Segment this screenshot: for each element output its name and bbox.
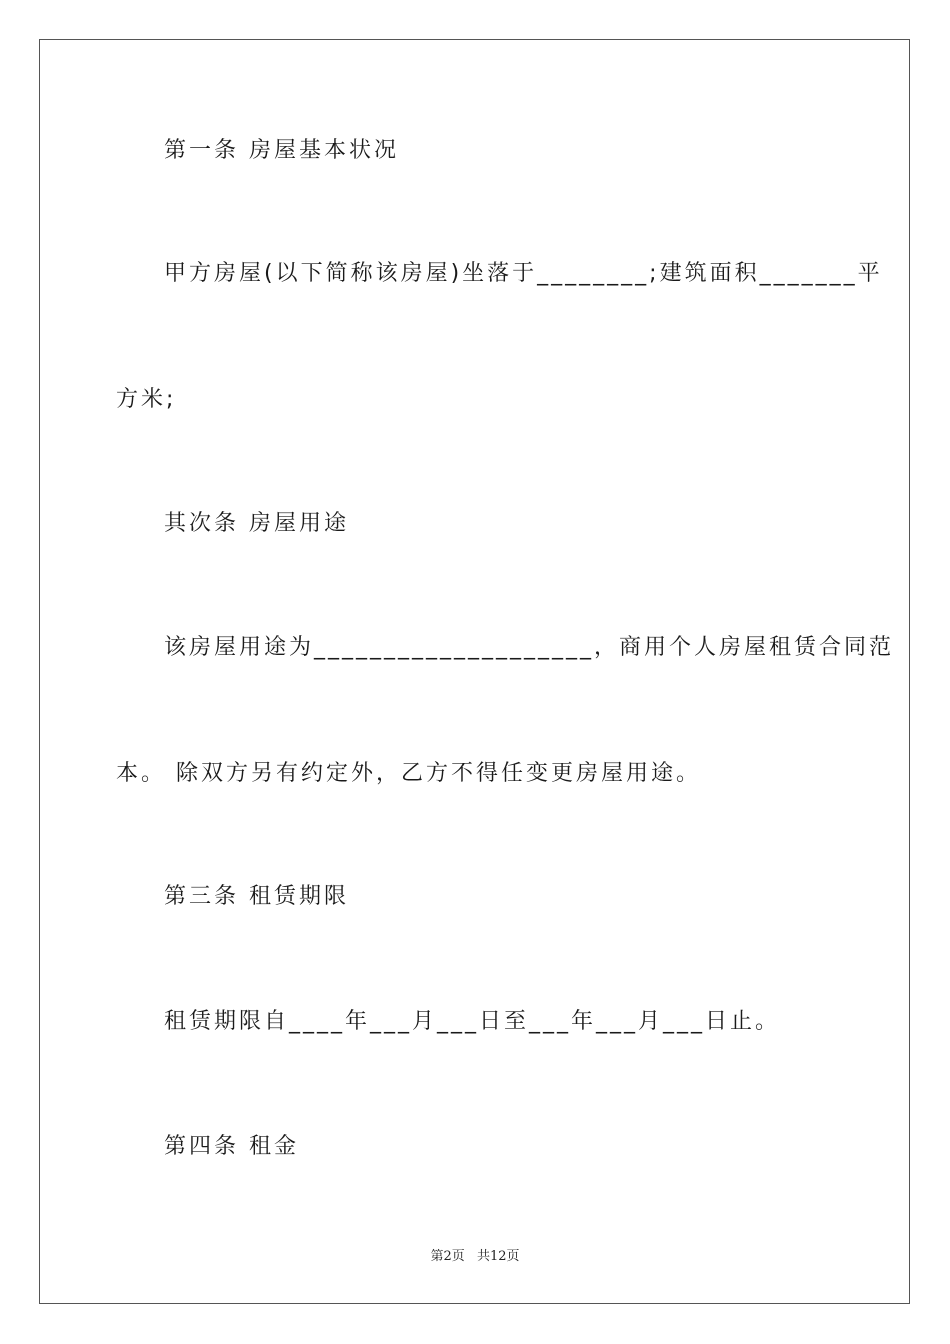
page-number-total: 共12页 — [476, 1249, 520, 1264]
page-number-current: 第2页 — [430, 1249, 465, 1264]
page-footer — [0, 1248, 950, 1266]
article-1-paragraph-line-1: 甲方房屋(以下简称该房屋)坐落于________;建筑面积_______平 — [164, 261, 883, 286]
article-1-paragraph-line-2: 方米; — [116, 387, 177, 412]
article-2-paragraph-line-2: 本。 除双方另有约定外，乙方不得任变更房屋用途。 — [116, 761, 701, 786]
article-3-paragraph: 租赁期限自____年___月___日至___年___月___日止。 — [164, 1009, 781, 1034]
article-2-paragraph-line-1: 该房屋用途为____________________，商用个人房屋租赁合同范 — [164, 635, 895, 660]
article-3-heading: 第三条 租赁期限 — [164, 884, 349, 909]
article-1-heading: 第一条 房屋基本状况 — [164, 138, 399, 163]
page-border — [39, 39, 910, 1304]
article-2-heading: 其次条 房屋用途 — [164, 511, 349, 536]
article-4-heading: 第四条 租金 — [164, 1134, 299, 1159]
